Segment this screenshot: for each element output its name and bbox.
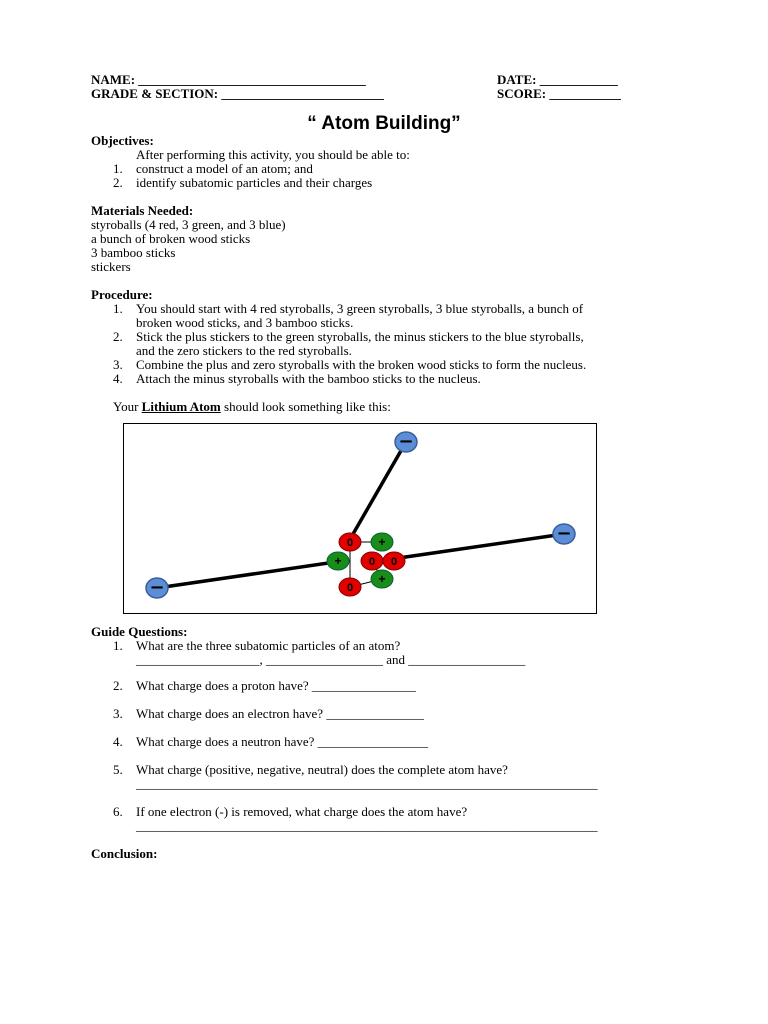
proton-ball (371, 570, 393, 588)
proton-label: + (378, 535, 386, 549)
neutron-ball (383, 552, 405, 570)
electron-ball (146, 577, 168, 598)
electron-ball (395, 431, 417, 452)
procedure-step: Stick the plus stickers to the green styroballs, the minus stickers to the blue styroballs, (136, 329, 584, 344)
question-num: 3. (113, 706, 123, 721)
model-caption-prefix: Your (113, 399, 142, 414)
proton-ball (327, 552, 349, 570)
answer-blank[interactable]: _______________________________________________________________________ (136, 776, 598, 791)
procedure-step: Combine the plus and zero styroballs with the broken wood sticks to form the nucleus. (136, 357, 587, 372)
procedure-step: You should start with 4 red styroballs, 3 green styroballs, 3 blue styroballs, a bunch of (136, 301, 584, 316)
bamboo-stick (378, 534, 564, 561)
objective-item: identify subatomic particles and their charges (136, 175, 373, 190)
atom-diagram (124, 424, 598, 615)
procedure-num: 4. (113, 371, 123, 386)
neutron-label: 0 (346, 582, 354, 594)
model-caption-suffix: should look something like this: (220, 399, 391, 414)
procedure-step: broken wood sticks, and 3 bamboo sticks. (136, 315, 354, 330)
objectives-heading: Objectives: (91, 133, 154, 148)
lithium-atom-figure (123, 423, 597, 614)
objective-num: 2. (113, 175, 123, 190)
question-num: 2. (113, 678, 123, 693)
material-item: stickers (91, 259, 131, 274)
material-item: 3 bamboo sticks (91, 245, 176, 260)
question-text: If one electron (-) is removed, what charge does the atom have? (136, 804, 468, 819)
procedure-num: 1. (113, 301, 123, 316)
proton-label: + (334, 554, 342, 568)
conclusion-heading: Conclusion: (91, 846, 158, 861)
electron-label: − (556, 523, 572, 544)
procedure-num: 3. (113, 357, 123, 372)
procedure-num: 2. (113, 329, 123, 344)
name-field[interactable]: NAME: ___________________________________ (91, 72, 366, 87)
question-num: 1. (113, 638, 123, 653)
neutron-ball (339, 533, 361, 551)
objective-item: construct a model of an atom; and (136, 161, 313, 176)
question-text: What charge (positive, negative, neutral) does the complete atom have? (136, 762, 508, 777)
electron-label: − (398, 431, 414, 452)
proton-ball (371, 533, 393, 551)
model-caption (113, 400, 391, 414)
proton-label: + (378, 572, 386, 586)
neutron-label: 0 (368, 556, 376, 568)
question-num: 4. (113, 734, 123, 749)
score-field[interactable]: SCORE: ___________ (497, 86, 621, 101)
material-item: styroballs (4 red, 3 green, and 3 blue) (91, 217, 286, 232)
answer-blank[interactable]: _______________________________________________________________________ (136, 818, 598, 833)
question-text[interactable]: What charge does an electron have? _______________ (136, 706, 424, 721)
grade-section-field[interactable]: GRADE & SECTION: _________________________ (91, 86, 384, 101)
question-text: What are the three subatomic particles of an atom? (136, 638, 401, 653)
bamboo-stick (349, 442, 406, 541)
procedure-step: and the zero stickers to the red styroballs. (136, 343, 352, 358)
neutron-ball (361, 552, 383, 570)
question-text[interactable]: What charge does a proton have? ________________ (136, 678, 416, 693)
procedure-step: Attach the minus styroballs with the bamboo sticks to the nucleus. (136, 371, 481, 386)
objective-num: 1. (113, 161, 123, 176)
date-field[interactable]: DATE: ____________ (497, 72, 618, 87)
bamboo-stick (157, 561, 342, 588)
lithium-atom-label: Lithium Atom (141, 399, 221, 414)
electron-label: − (149, 577, 165, 598)
answer-blank[interactable]: ___________________, __________________ and __________________ (136, 652, 526, 667)
question-text[interactable]: What charge does a neutron have? _________________ (136, 734, 429, 749)
neutron-label: 0 (346, 537, 354, 549)
objectives-intro: After performing this activity, you should be able to: (136, 147, 410, 162)
materials-heading: Materials Needed: (91, 203, 194, 218)
page-title: “ Atom Building” (307, 113, 461, 134)
guide-heading: Guide Questions: (91, 624, 188, 639)
procedure-heading: Procedure: (91, 287, 153, 302)
electron-ball (553, 523, 575, 544)
question-num: 6. (113, 804, 123, 819)
question-num: 5. (113, 762, 123, 777)
neutron-ball (339, 578, 361, 596)
neutron-label: 0 (390, 556, 398, 568)
material-item: a bunch of broken wood sticks (91, 231, 251, 246)
